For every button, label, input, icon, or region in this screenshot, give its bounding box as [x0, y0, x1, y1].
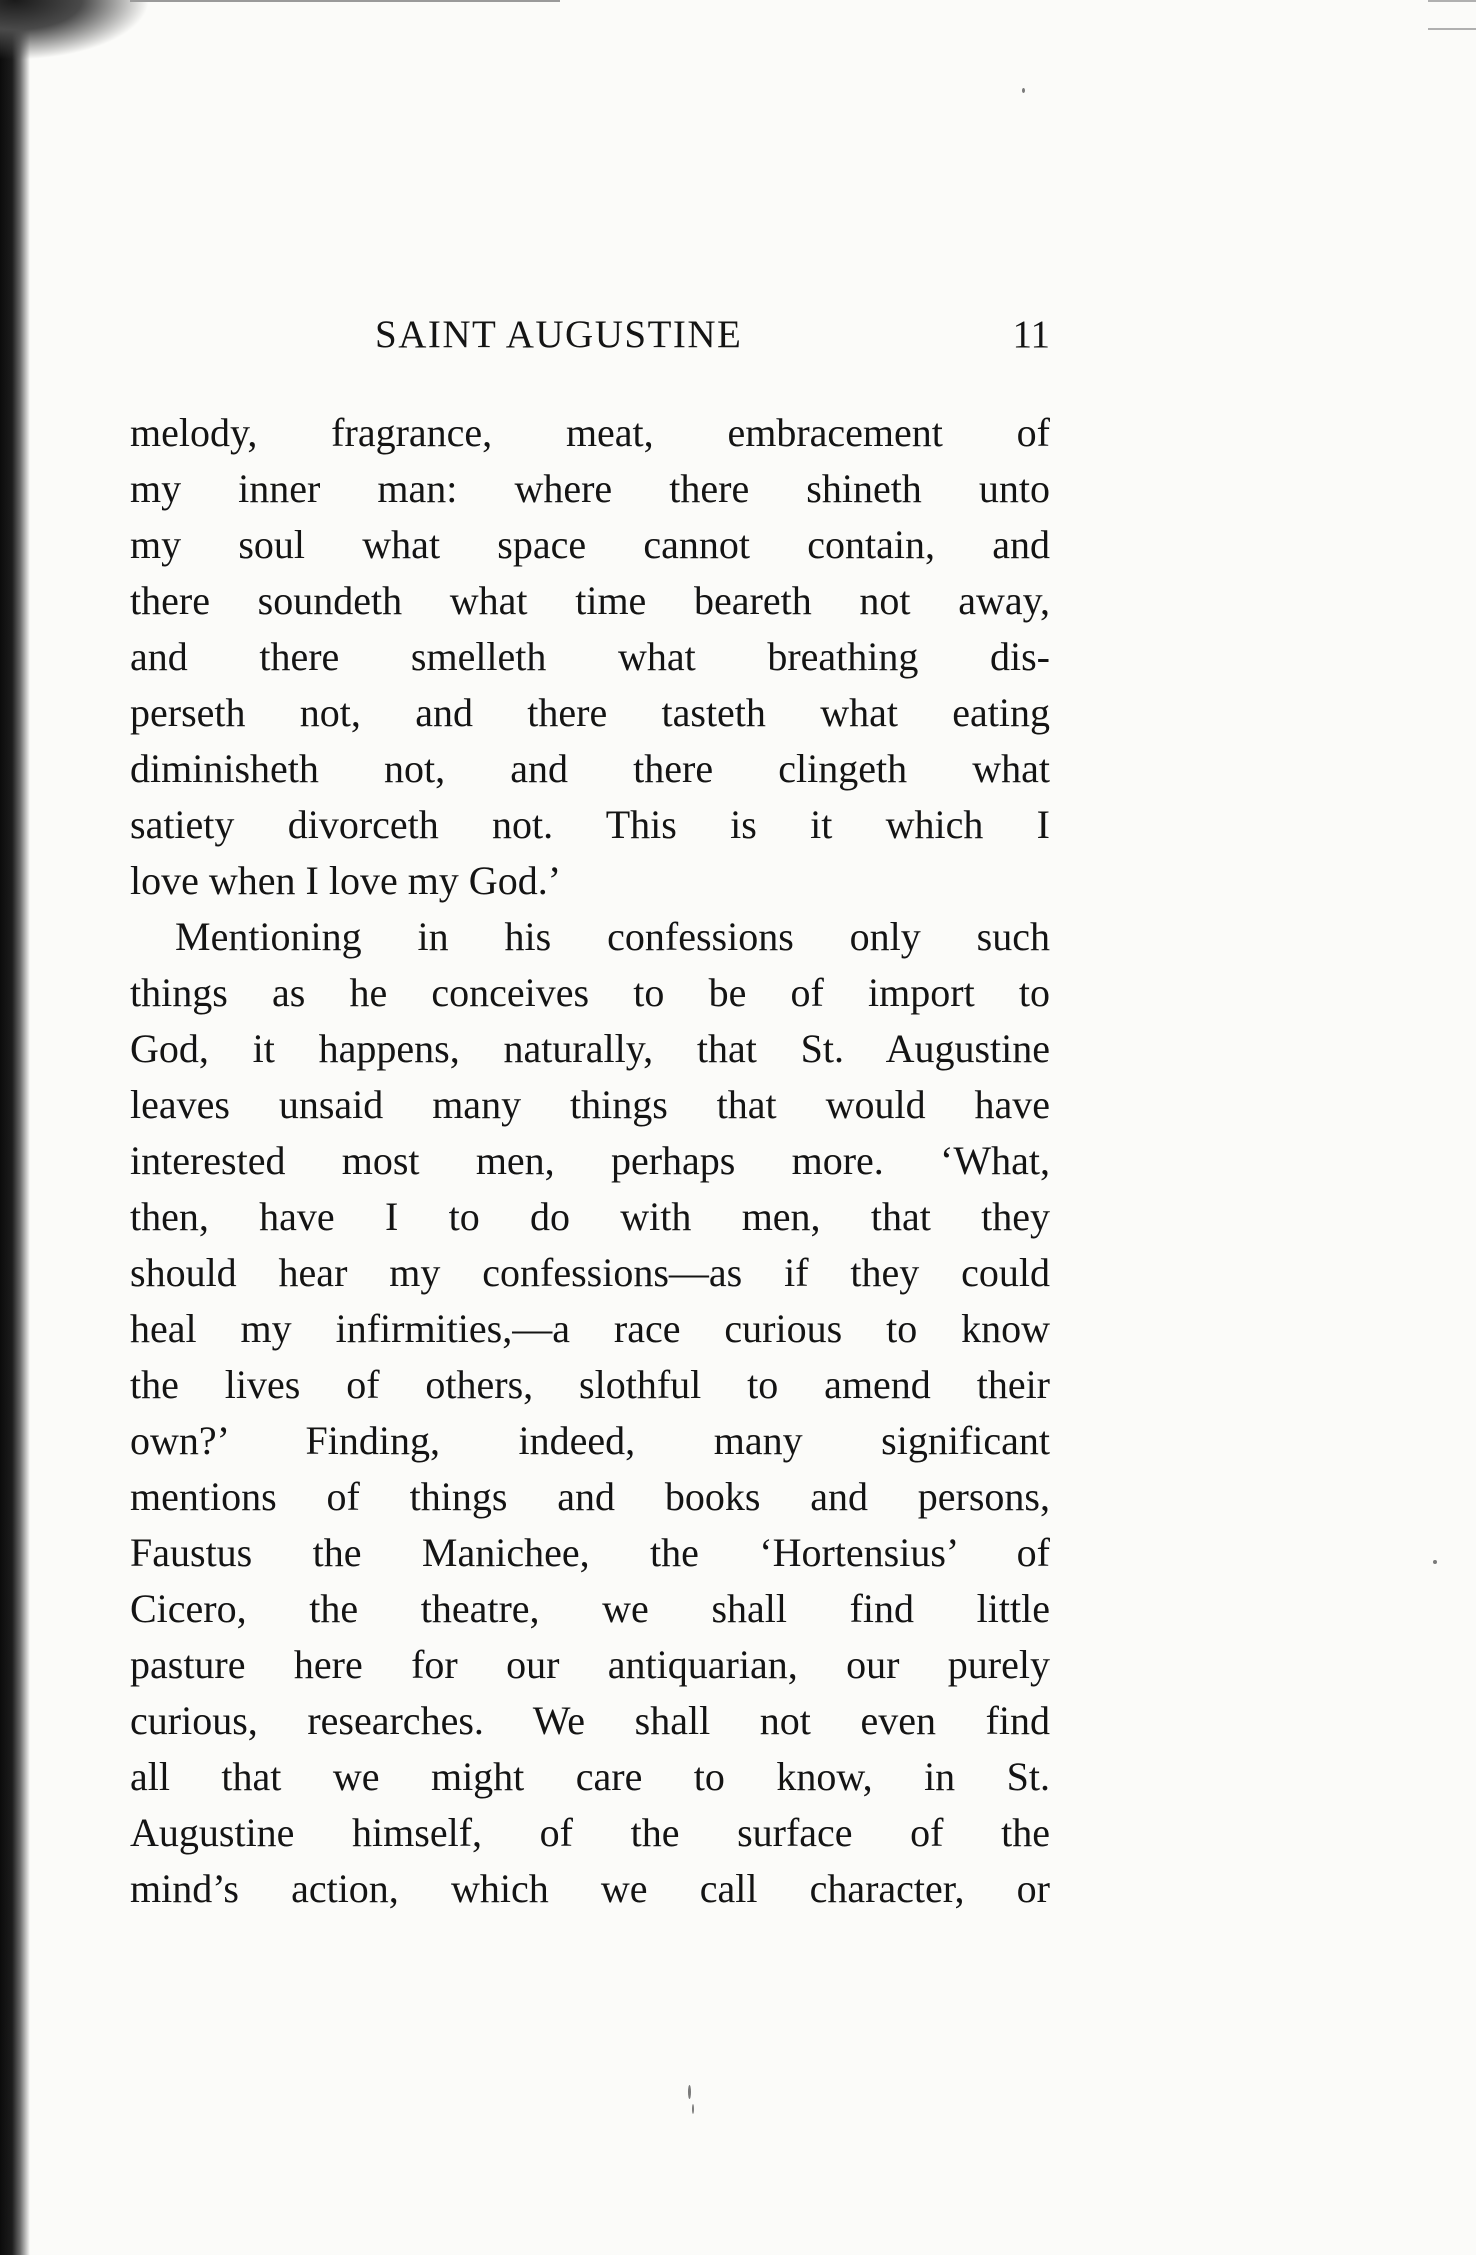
text-line: mind’s action, which we call character, or: [130, 1866, 1050, 1911]
text-line: Augustine himself, of the surface of the: [130, 1810, 1050, 1855]
text-line: curious, researches. We shall not even find: [130, 1698, 1050, 1743]
text-line: then, have I to do with men, that they: [130, 1194, 1050, 1239]
text-line: things as he conceives to be of import to: [130, 970, 1050, 1015]
text-line: diminisheth not, and there clingeth what: [130, 746, 1050, 791]
paragraph-first-line: Mentioning in his confessions only such: [175, 914, 1050, 959]
text-line: interested most men, perhaps more. ‘What,: [130, 1138, 1050, 1183]
text-line: leaves unsaid many things that would have: [130, 1082, 1050, 1127]
text-line: there soundeth what time beareth not away,: [130, 578, 1050, 623]
text-line: and there smelleth what breathing dis-: [130, 634, 1050, 679]
text-line: God, it happens, naturally, that St. Augustine: [130, 1026, 1050, 1071]
body-text: [130, 405, 1050, 1917]
paper-speck: [1022, 88, 1025, 93]
text-line: perseth not, and there tasteth what eating: [130, 690, 1050, 735]
text-line: the lives of others, slothful to amend their: [130, 1362, 1050, 1407]
text-line: own?’ Finding, indeed, many significant: [130, 1418, 1050, 1463]
text-line: love when I love my God.’: [130, 858, 562, 903]
top-edge-line: [130, 0, 560, 2]
text-line: pasture here for our antiquarian, our purely: [130, 1642, 1050, 1687]
paper-speck: [692, 2104, 694, 2114]
text-line: Faustus the Manichee, the ‘Hortensius’ of: [130, 1530, 1050, 1575]
paper-speck: [1433, 1560, 1437, 1564]
page-header: [130, 312, 1050, 362]
right-edge-mark: [1428, 28, 1476, 30]
text-line: all that we might care to know, in St.: [130, 1754, 1050, 1799]
right-edge-mark: [1428, 0, 1476, 2]
text-line: mentions of things and books and persons,: [130, 1474, 1050, 1519]
corner-smudge: [0, 0, 150, 60]
text-line: satiety divorceth not. This is it which I: [130, 802, 1050, 847]
paper-speck: [688, 2085, 691, 2099]
text-line: Cicero, the theatre, we shall find little: [130, 1586, 1050, 1631]
text-line: should hear my confessions—as if they could: [130, 1250, 1050, 1295]
text-line: melody, fragrance, meat, embracement of: [130, 410, 1050, 455]
binding-shadow: [0, 0, 30, 2255]
text-line: heal my infirmities,—a race curious to know: [130, 1306, 1050, 1351]
page-number: 11: [1012, 313, 1050, 356]
running-title: SAINT AUGUSTINE: [375, 313, 743, 356]
text-line: my inner man: where there shineth unto: [130, 466, 1050, 511]
text-line: my soul what space cannot contain, and: [130, 522, 1050, 567]
